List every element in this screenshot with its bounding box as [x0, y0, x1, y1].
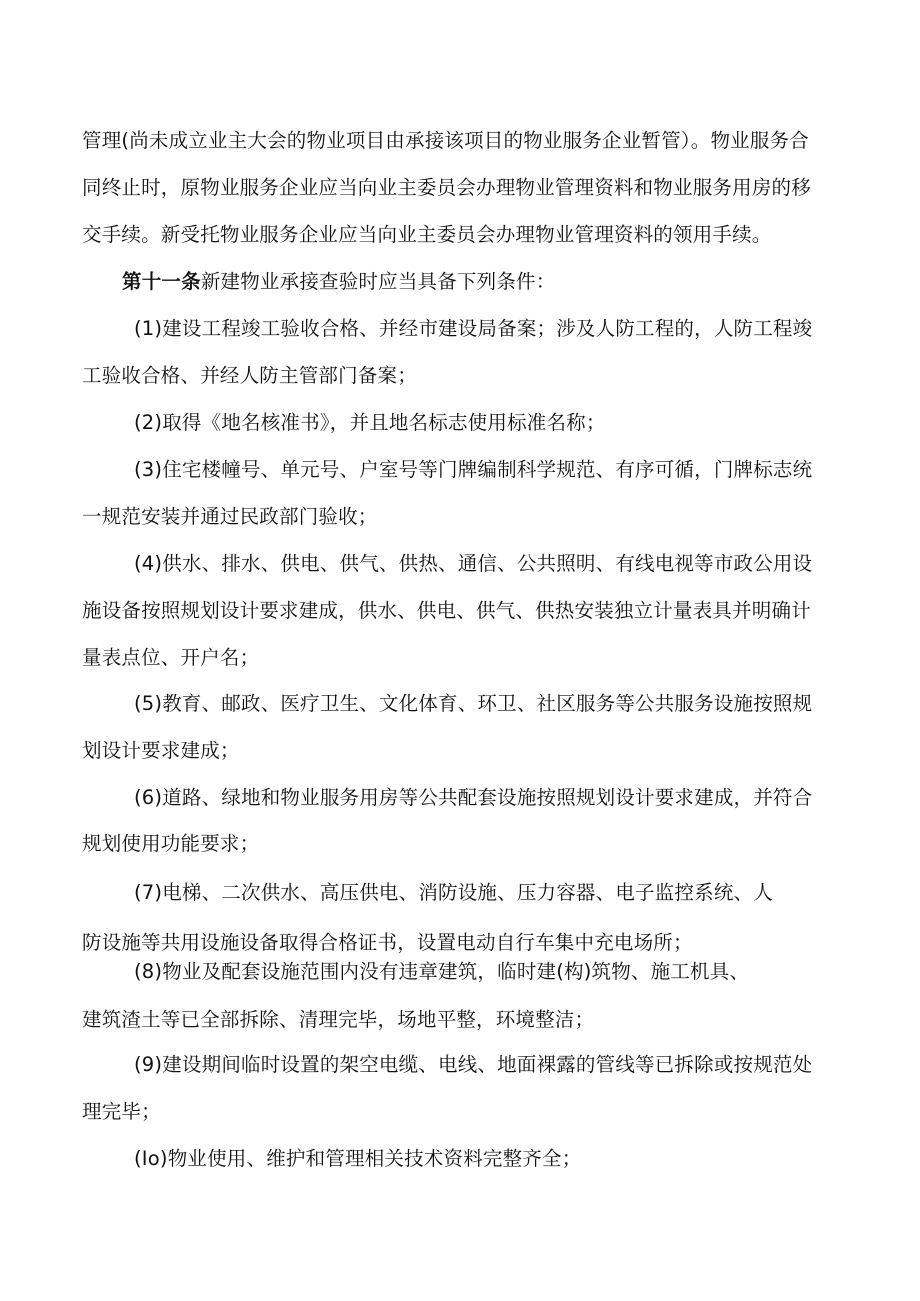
list-item-line: (6)道路、绿地和物业服务用房等公共配套设施按照规划设计要求建成，并符合: [134, 786, 813, 809]
list-item-line: (3)住宅楼幢号、单元号、户室号等门牌编制科学规范、有序可循，门牌标志统: [134, 458, 813, 481]
list-item-line: (4)供水、排水、供电、供气、供热、通信、公共照明、有线电视等市政公用设: [134, 552, 813, 575]
list-item-line: (Io)物业使用、维护和管理相关技术资料完整齐全；: [134, 1147, 582, 1170]
article-number: 第十一条: [122, 270, 201, 293]
list-item-line: (1)建设工程竣工验收合格、并经市建设局备案；涉及人防工程的，人防工程竣: [134, 317, 813, 340]
list-item-line: 工验收合格、并经人防主管部门备案；: [82, 364, 417, 387]
list-item-line: 规划使用功能要求；: [82, 832, 260, 855]
article-heading-line: [122, 272, 555, 292]
list-item-line: 一规范安装并通过民政部门验收；: [82, 505, 378, 528]
list-item-line: (2)取得《地名核准书》，并且地名标志使用标准名称；: [134, 411, 606, 434]
list-item-line: (5)教育、邮政、医疗卫生、文化体育、环卫、社区服务等公共服务设施按照规: [134, 692, 813, 715]
list-item-line: 施设备按照规划设计要求建成，供水、供电、供气、供热安装独立计量表具并明确计: [82, 599, 811, 622]
paragraph-line: 管理(尚未成立业主大会的物业项目由承接该项目的物业服务企业暂管）。物业服务合: [82, 129, 809, 152]
paragraph-line: 交手续。新受托物业服务企业应当向业主委员会办理物业管理资料的领用手续。: [82, 223, 772, 246]
list-item-line: 建筑渣土等已全部拆除、清理完毕，场地平整，环境整洁；: [82, 1008, 595, 1031]
paragraph-line: 同终止时，原物业服务企业应当向业主委员会办理物业管理资料和物业服务用房的移: [82, 176, 811, 199]
list-item-line: (9)建设期间临时设置的架空电缆、电线、地面裸露的管线等已拆除或按规范处: [134, 1053, 813, 1076]
list-item-line: 划设计要求建成；: [82, 739, 240, 762]
list-item-line: (7)电梯、二次供水、高压供电、消防设施、压力容器、电子监控系统、人: [134, 881, 773, 904]
list-item-line: (8)物业及配套设施范围内没有违章建筑，临时建(构)筑物、施工机具、: [134, 960, 750, 983]
list-item-line: 量表点位、开户名；: [82, 646, 260, 669]
list-item-line: 防设施等共用设施设备取得合格证书，设置电动自行车集中充电场所；: [82, 931, 693, 954]
list-item-line: 理完毕；: [82, 1100, 161, 1123]
article-intro: 新建物业承接查验时应当具备下列条件：: [200, 270, 556, 293]
